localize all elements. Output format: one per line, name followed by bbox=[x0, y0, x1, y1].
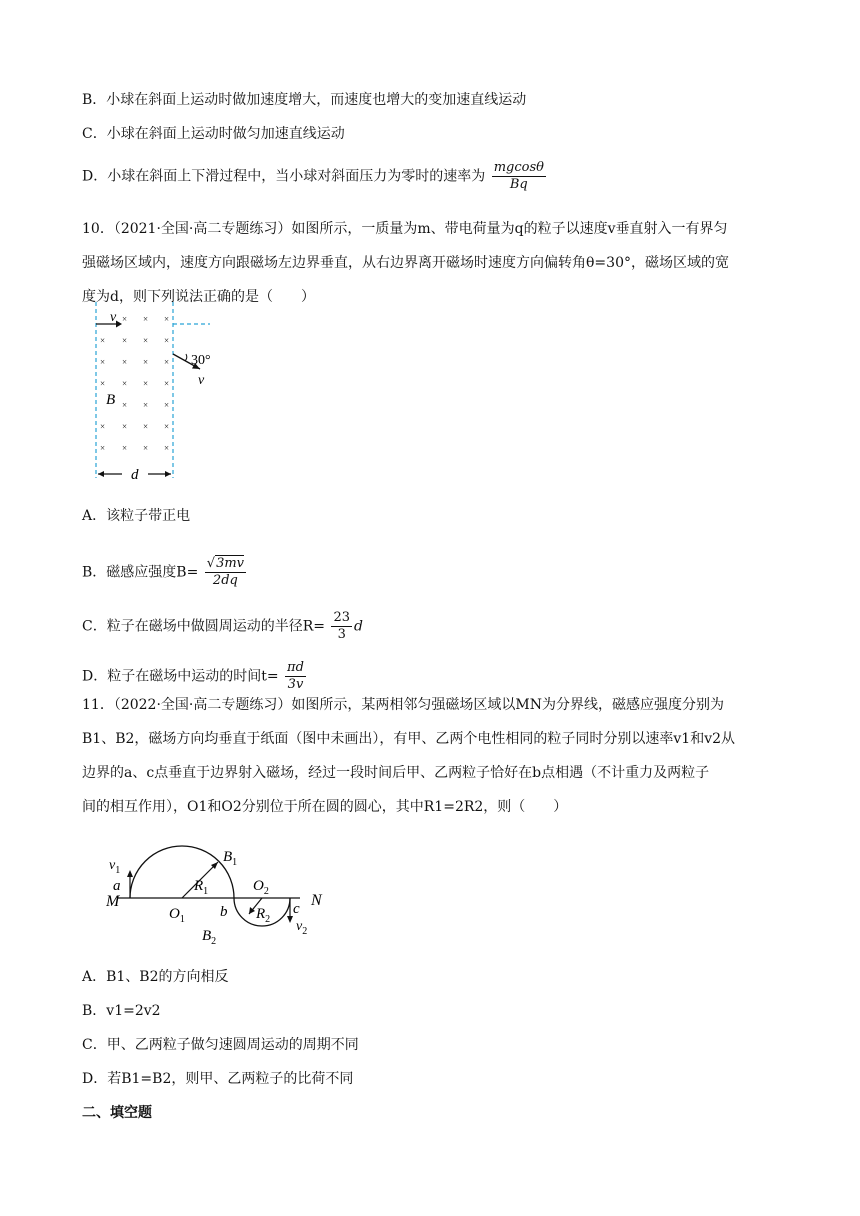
field-cross: × bbox=[164, 335, 170, 346]
field-cross: × bbox=[122, 357, 128, 367]
field-cross: × bbox=[164, 357, 170, 367]
field-cross: × bbox=[122, 400, 128, 410]
field-cross: × bbox=[143, 443, 149, 453]
q10-figure bbox=[88, 302, 218, 484]
q10-stem: 10．（2021·全国·高二专题练习）如图所示，一质量为m、带电荷量为q的粒子以速度v垂直射入一有界匀 强磁场区域内，速度方向跟磁场左边界垂直，从右边界离开磁场时速度方向偏转角θ=30°，磁场区域的宽 度为d，则下列说法正确的是（ ） bbox=[82, 221, 729, 305]
q10-fig-v-out: v bbox=[198, 373, 205, 388]
field-cross: × bbox=[143, 314, 149, 324]
q11-option-a: A．B1、B2的方向相反 bbox=[82, 969, 229, 985]
q11-fig-o2: $O_2$ bbox=[253, 878, 269, 897]
q11-source: （2022·全国·高二专题练习） bbox=[113, 697, 292, 713]
q10-option-a: A．该粒子带正电 bbox=[82, 508, 191, 524]
field-cross: × bbox=[164, 378, 170, 389]
field-cross: × bbox=[122, 443, 128, 453]
field-cross: × bbox=[122, 314, 128, 324]
q11-fig-c: c bbox=[293, 901, 300, 917]
field-cross: × bbox=[143, 378, 149, 389]
q10-option-c: C．粒子在磁场中做圆周运动的半径R= $\frac{23}{3}$ d bbox=[82, 610, 363, 642]
q11-fig-m: M bbox=[106, 893, 120, 910]
q10-source: （2021·全国·高二专题练习） bbox=[113, 221, 292, 237]
q10-option-c-fraction: $\frac{23}{3}$ bbox=[333, 610, 350, 642]
q11-option-d: D．若B1=B2，则甲、乙两粒子的比荷不同 bbox=[82, 1071, 354, 1087]
field-cross: × bbox=[122, 335, 128, 346]
field-cross: × bbox=[143, 357, 149, 367]
field-cross: × bbox=[122, 421, 128, 432]
field-cross: × bbox=[143, 335, 149, 346]
field-cross: × bbox=[100, 357, 106, 367]
q10-option-d: D．粒子在磁场中运动的时间t= $\frac{\pi d}{3v}$ bbox=[82, 660, 304, 692]
q10-fig-b: B bbox=[106, 392, 116, 408]
q11-fig-b2: $B_2$ bbox=[202, 928, 217, 947]
q11-figure bbox=[106, 826, 346, 950]
q9-option-c: C．小球在斜面上运动时做匀加速直线运动 bbox=[82, 126, 345, 142]
q9-option-d: D．小球在斜面上下滑过程中，当小球对斜面压力为零时的速率为 $\frac{mgcos\theta}{Bq}$ bbox=[82, 160, 544, 192]
field-cross: × bbox=[164, 314, 170, 324]
q11-fig-b1: $B_1$ bbox=[223, 849, 238, 868]
field-cross: × bbox=[100, 378, 106, 389]
q11-fig-v1: $v_1$ bbox=[109, 858, 121, 876]
q10-fig-d: d bbox=[131, 467, 139, 483]
field-cross: × bbox=[100, 443, 106, 453]
field-cross: × bbox=[164, 421, 170, 432]
q10-option-d-fraction: $\frac{\pi d}{3v}$ bbox=[287, 660, 304, 692]
field-cross: × bbox=[143, 421, 149, 432]
section-heading-fill-in: 二、填空题 bbox=[82, 1105, 152, 1121]
q10-number: 10． bbox=[82, 221, 114, 237]
q11-option-c: C．甲、乙两粒子做匀速圆周运动的周期不同 bbox=[82, 1037, 359, 1053]
q11-fig-r2: $R_2$ bbox=[256, 906, 271, 925]
q11-fig-v2: $v_2$ bbox=[296, 919, 308, 937]
field-cross: × bbox=[164, 443, 170, 453]
q10-fig-angle: 30° bbox=[191, 353, 211, 368]
q11-fig-n: N bbox=[311, 892, 322, 909]
field-cross: × bbox=[100, 421, 106, 432]
q10-option-b: B．磁感应强度B= $\frac{√3mv}{2dq}$ bbox=[82, 556, 245, 588]
field-cross: × bbox=[164, 400, 170, 410]
q10-option-b-fraction: $\frac{√3mv}{2dq}$ bbox=[206, 556, 245, 588]
q11-stem: 11．（2022·全国·高二专题练习）如图所示，某两相邻匀强磁场区域以MN为分界线，磁感应强度分别为 B1、B2，磁场方向均垂直于纸面（图中未画出），有甲、乙两个电性相同的粒子同时分别以速率v1和v2从 边界的a、c点垂直于边界射入磁场，经过一段时间后甲、乙两粒子恰好在b点相遇（不计重力及两粒子 间的相互作用），O1和O2分别位于所在圆的圆心，其中R1=2R2，则（ ） bbox=[82, 697, 736, 815]
q11-fig-a: a bbox=[113, 878, 121, 894]
q11-fig-b: b bbox=[220, 904, 228, 920]
field-cross: × bbox=[143, 400, 149, 410]
field-cross: × bbox=[122, 378, 128, 389]
field-cross: × bbox=[100, 335, 106, 346]
q9-option-b: B．小球在斜面上运动时做加速度增大，而速度也增大的变加速直线运动 bbox=[82, 92, 527, 108]
q11-fig-o1: $O_1$ bbox=[169, 906, 185, 925]
q11-number: 11． bbox=[82, 697, 114, 713]
q9-option-d-fraction: $\frac{mgcos\theta}{Bq}$ bbox=[493, 160, 544, 192]
q11-fig-r1: $R_1$ bbox=[194, 878, 209, 897]
q11-option-b: B．v1=2v2 bbox=[82, 1003, 161, 1019]
q10-fig-v-in: v bbox=[110, 310, 117, 325]
